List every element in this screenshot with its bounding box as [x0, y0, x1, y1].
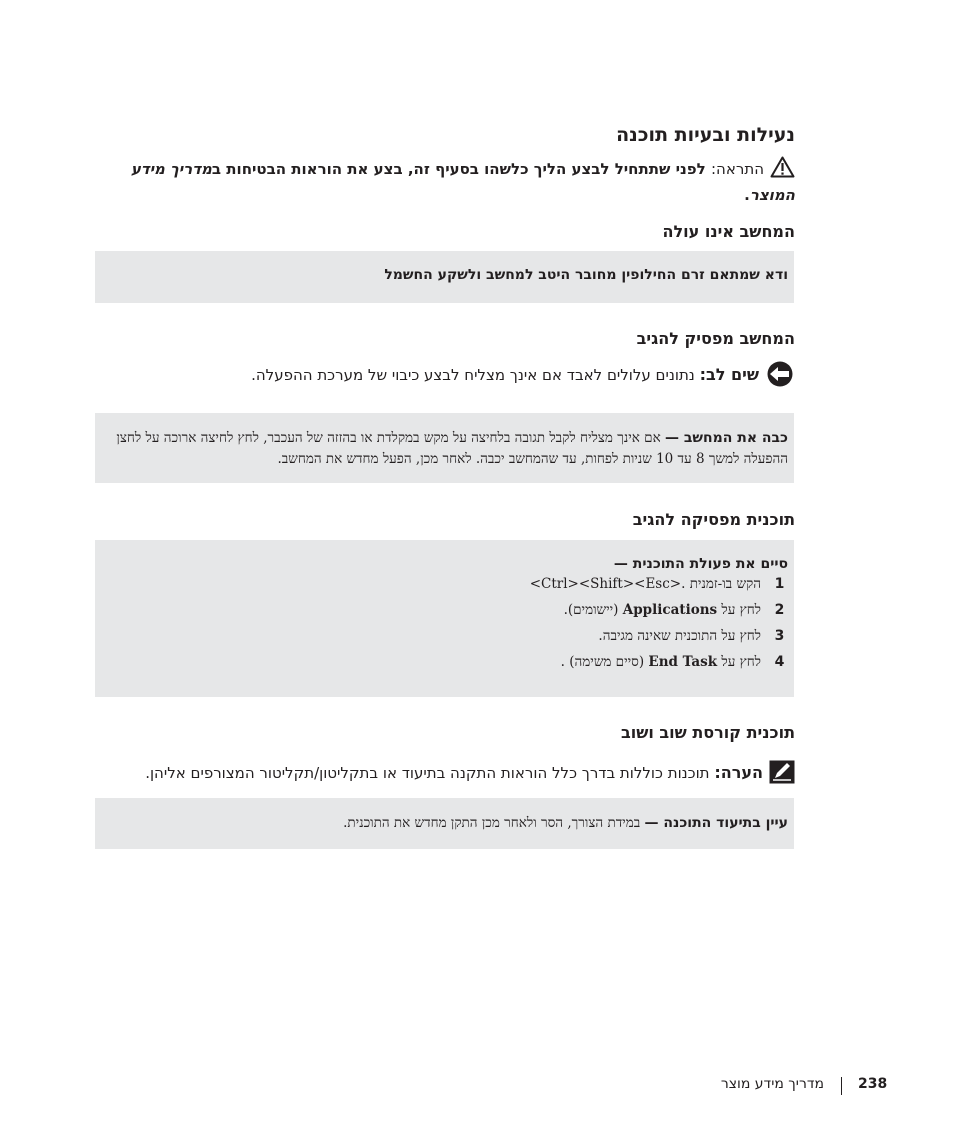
notice-block: [251, 361, 795, 391]
step-3: [95, 628, 788, 654]
heading-program-crashes: תוכנית קורסת שוב ושוב: [620, 723, 795, 742]
step-number: 2: [774, 602, 785, 618]
caution-guide-title: מדריך מידע המוצר: [130, 160, 795, 204]
step-4: [95, 654, 788, 680]
footer-title: מדריך מידע מוצר: [720, 1076, 824, 1092]
page-footer: [700, 1076, 890, 1098]
box-end-program: [95, 540, 794, 697]
heading-stops-responding: המחשב מפסיק להגיב: [636, 329, 795, 348]
caution-triangle-icon: [770, 156, 795, 184]
box-check-docs-title: עיין בתיעוד התוכנה —: [644, 815, 788, 831]
box-turn-off: [95, 413, 794, 483]
box-turn-off-title: כבה את המחשב —: [665, 430, 788, 446]
box-turn-off-text: אם אינך מצליח לקבל תגובה בלחיצה על מקש במקלדת או בהזזה של העכבר, לחץ לחיצה ארוכה על לחצן ההפעלה למשך 8 עד 10 שניות לפחות, עד שהמחשב יכבה. לאחר מכן, הפעל מחדש את המחשב.: [116, 430, 788, 467]
notice-text: נתונים עלולים לאבד אם אינך מצליח לבצע כיבוי של מערכת ההפעלה.: [251, 366, 695, 384]
box-check-adapter: ודא שמתאם זרם החילופין מחובר היטב למחשב ולשקע החשמל: [95, 251, 794, 303]
caution-label: התראה:: [710, 160, 764, 178]
note-label: הערה:: [714, 763, 763, 782]
notice-label: שים לב:: [699, 365, 759, 384]
box-end-program-title: סיים את פעולת התוכנית —: [613, 556, 788, 572]
note-text: תוכנות כוללות בדרך כלל הוראות התקנה בתיעוד או בתקליטון/תקליטור המצורפים אליהן.: [145, 764, 710, 782]
step-number: 1: [774, 576, 785, 592]
caution-block: [95, 156, 795, 206]
notice-hand-icon: [765, 361, 795, 391]
step-text: לחץ על התוכנית שאינה מגיבה.: [598, 628, 761, 644]
step-number: 4: [774, 654, 785, 670]
step-1: [95, 576, 788, 602]
box-check-docs: [95, 798, 794, 849]
box-check-docs-text: במידת הצורך, הסר ולאחר מכן התקן מחדש את התוכנית.: [343, 815, 641, 831]
heading-wont-start: המחשב אינו עולה: [662, 222, 795, 241]
step-number: 3: [774, 628, 785, 644]
footer-divider: [841, 1077, 842, 1095]
section-title: נעילות ובעיות תוכנה: [616, 124, 795, 146]
step-text: לחץ על End Task (סיים משימה) .: [560, 654, 761, 670]
page-number: 238: [858, 1076, 888, 1092]
caution-end: .: [744, 186, 750, 204]
note-pencil-icon: [769, 760, 795, 788]
caution-text: לפני שתתחיל לבצע הליך כלשהו בסעיף זה, בצע את הוראות הבטיחות ב: [211, 160, 706, 178]
step-text: הקש בו-זמנית <Ctrl><Shift><Esc>.: [529, 576, 761, 592]
heading-program-stops: תוכנית מפסיקה להגיב: [632, 510, 795, 529]
step-text: לחץ על Applications (יישומים).: [563, 602, 761, 618]
note-block: [145, 760, 795, 788]
step-2: [95, 602, 788, 628]
